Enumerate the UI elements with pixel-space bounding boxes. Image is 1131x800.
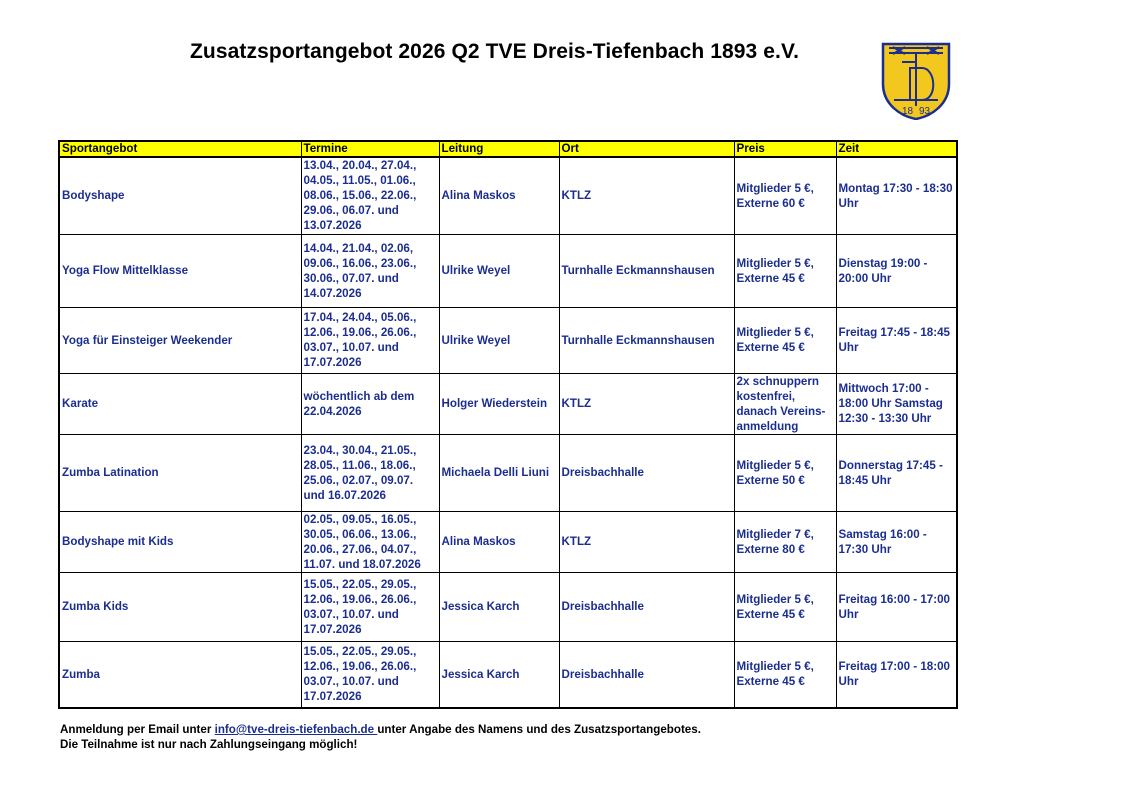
cell-preis: 2x schnuppern kostenfrei, danach Vereins-anmeldung (734, 373, 836, 434)
document-title: Zusatzsportangebot 2026 Q2 TVE Dreis-Tiefenbach 1893 e.V. (190, 40, 800, 63)
cell-zeit: Freitag 16:00 - 17:00 Uhr (836, 572, 957, 641)
cell-sportangebot: Zumba Latination (59, 434, 301, 511)
cell-termine: 13.04., 20.04., 27.04., 04.05., 11.05., 01.06., 08.06., 15.06., 22.06., 29.06., 06.07. und 13.07.2026 (301, 157, 439, 234)
footer-line-1 (60, 722, 701, 737)
footer-suffix: unter Angabe des Namens und des Zusatzsportangebotes. (377, 723, 701, 736)
cell-sportangebot: Bodyshape (59, 157, 301, 234)
table-row (59, 511, 957, 572)
cell-termine: 15.05., 22.05., 29.05., 12.06., 19.06., 26.06., 03.07., 10.07. und 17.07.2026 (301, 641, 439, 708)
cell-termine: 02.05., 09.05., 16.05., 30.05., 06.06., 13.06., 20.06., 27.06., 04.07., 11.07. und 18.07.2026 (301, 511, 439, 572)
cell-leitung: Holger Wiederstein (439, 373, 559, 434)
cell-leitung: Michaela Delli Liuni (439, 434, 559, 511)
crest-year-right: 93 (919, 106, 931, 117)
cell-sportangebot: Zumba Kids (59, 572, 301, 641)
table-row (59, 434, 957, 511)
club-crest-logo (880, 42, 952, 120)
email-link[interactable]: info@tve-dreis-tiefenbach.de (214, 723, 378, 736)
cell-zeit: Donnerstag 17:45 - 18:45 Uhr (836, 434, 957, 511)
table-row (59, 234, 957, 307)
cell-preis: Mitglieder 5 €, Externe 60 € (734, 157, 836, 234)
schedule-table (58, 140, 958, 709)
cell-zeit: Mittwoch 17:00 - 18:00 Uhr Samstag 12:30 - 13:30 Uhr (836, 373, 957, 434)
cell-sportangebot: Yoga Flow Mittelklasse (59, 234, 301, 307)
table-row (59, 307, 957, 373)
table-row (59, 373, 957, 434)
crest-icon (880, 42, 952, 120)
cell-preis: Mitglieder 5 €, Externe 45 € (734, 572, 836, 641)
cell-preis: Mitglieder 5 €, Externe 50 € (734, 434, 836, 511)
column-header: Preis (734, 141, 836, 157)
table-row (59, 157, 957, 234)
cell-zeit: Freitag 17:00 - 18:00 Uhr (836, 641, 957, 708)
cell-zeit: Samstag 16:00 - 17:30 Uhr (836, 511, 957, 572)
cell-preis: Mitglieder 7 €, Externe 80 € (734, 511, 836, 572)
cell-ort: KTLZ (559, 511, 734, 572)
cell-ort: Turnhalle Eckmannshausen (559, 234, 734, 307)
column-header: Leitung (439, 141, 559, 157)
cell-preis: Mitglieder 5 €, Externe 45 € (734, 641, 836, 708)
cell-leitung: Ulrike Weyel (439, 307, 559, 373)
footer-note (60, 722, 701, 752)
cell-sportangebot: Yoga für Einsteiger Weekender (59, 307, 301, 373)
cell-sportangebot: Karate (59, 373, 301, 434)
cell-zeit: Montag 17:30 - 18:30 Uhr (836, 157, 957, 234)
cell-leitung: Jessica Karch (439, 641, 559, 708)
cell-ort: Dreisbachhalle (559, 641, 734, 708)
cell-ort: Turnhalle Eckmannshausen (559, 307, 734, 373)
cell-termine: 15.05., 22.05., 29.05., 12.06., 19.06., 26.06., 03.07., 10.07. und 17.07.2026 (301, 572, 439, 641)
cell-ort: KTLZ (559, 373, 734, 434)
cell-leitung: Alina Maskos (439, 157, 559, 234)
cell-leitung: Ulrike Weyel (439, 234, 559, 307)
footer-line-2: Die Teilnahme ist nur nach Zahlungseingang möglich! (60, 738, 358, 751)
cell-zeit: Freitag 17:45 - 18:45 Uhr (836, 307, 957, 373)
cell-sportangebot: Bodyshape mit Kids (59, 511, 301, 572)
cell-preis: Mitglieder 5 €, Externe 45 € (734, 234, 836, 307)
table-header-row (59, 141, 957, 157)
cell-leitung: Alina Maskos (439, 511, 559, 572)
table-row (59, 572, 957, 641)
cell-ort: Dreisbachhalle (559, 434, 734, 511)
cell-termine: wöchentlich ab dem 22.04.2026 (301, 373, 439, 434)
table-row (59, 641, 957, 708)
cell-preis: Mitglieder 5 €, Externe 45 € (734, 307, 836, 373)
column-header: Zeit (836, 141, 957, 157)
cell-leitung: Jessica Karch (439, 572, 559, 641)
column-header: Termine (301, 141, 439, 157)
cell-termine: 17.04., 24.04., 05.06., 12.06., 19.06., 26.06., 03.07., 10.07. und 17.07.2026 (301, 307, 439, 373)
column-header: Sportangebot (59, 141, 301, 157)
column-header: Ort (559, 141, 734, 157)
footer-prefix: Anmeldung per Email unter (60, 723, 215, 736)
cell-sportangebot: Zumba (59, 641, 301, 708)
cell-termine: 23.04., 30.04., 21.05., 28.05., 11.06., 18.06., 25.06., 02.07., 09.07. und 16.07.2026 (301, 434, 439, 511)
cell-ort: KTLZ (559, 157, 734, 234)
crest-year-left: 18 (902, 106, 914, 117)
cell-zeit: Dienstag 19:00 - 20:00 Uhr (836, 234, 957, 307)
cell-termine: 14.04., 21.04., 02.06, 09.06., 16.06., 23.06., 30.06., 07.07. und 14.07.2026 (301, 234, 439, 307)
cell-ort: Dreisbachhalle (559, 572, 734, 641)
